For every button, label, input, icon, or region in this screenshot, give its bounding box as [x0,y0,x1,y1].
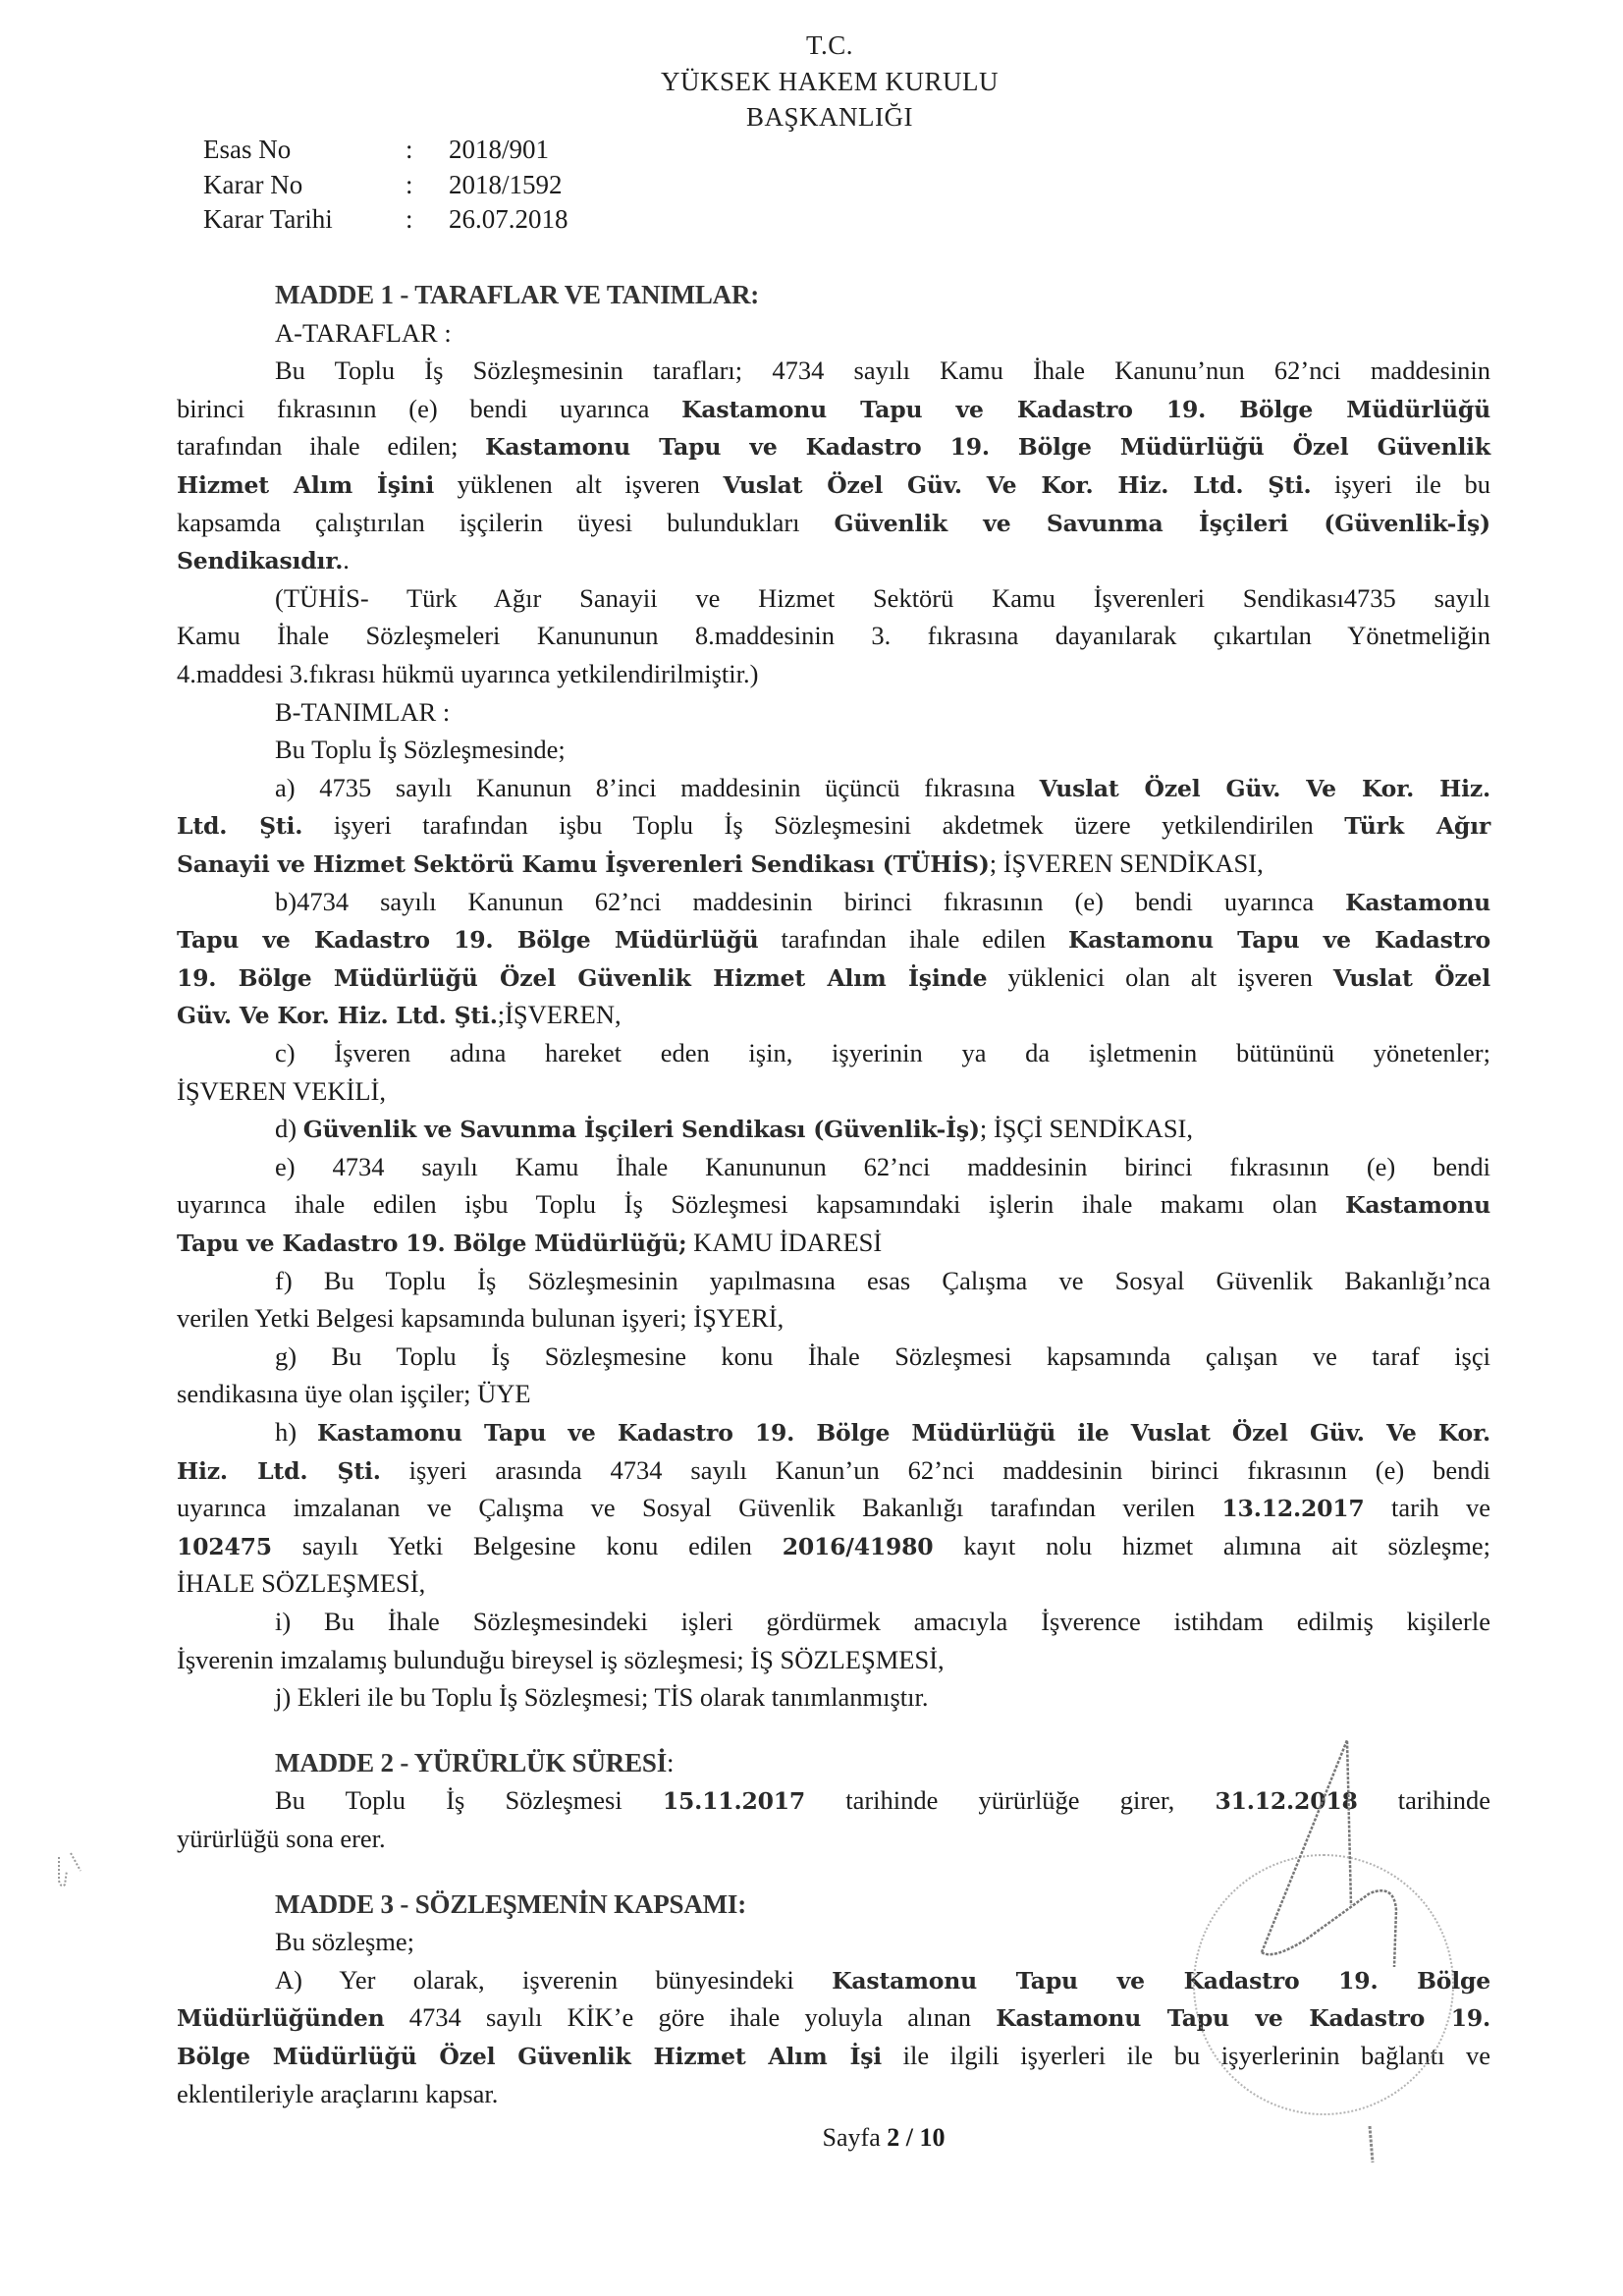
bold-text: Kastamonu [1345,1191,1490,1220]
text-segment: kapsamda çalıştırılan işçilerin üyesi bulundukları [177,507,835,537]
meta-separator: : [406,170,413,199]
text-line [177,541,1490,578]
text-segment: İHALE SÖZLEŞMESİ, [177,1568,426,1599]
text-line [177,693,1490,731]
text-line [177,1262,1490,1299]
text-line [177,314,1490,352]
text-segment: 4.maddesi 3.fıkrası hükmü uyarınca yetkilendirilmiştir.) [177,659,759,688]
text-line [177,1185,1490,1223]
bold-text: Tapu ve Kadastro 19. Bölge Müdürlüğü [177,926,759,955]
text-line [177,1781,1490,1819]
meta-separator: : [406,135,413,164]
bold-text: 31.12.2018 [1215,1787,1358,1816]
bold-text: Güv. Ve Kor. Hiz. Ltd. Şti. [177,1002,498,1030]
text-segment: g) Bu Toplu İş Sözleşmesine konu İhale Sözleşmesi kapsamında çalışan ve taraf işçi [275,1340,1490,1371]
text-line [177,1527,1490,1564]
bold-text: Güvenlik ve Savunma İşçileri (Güvenlik-İş) [834,509,1490,537]
text-line [177,806,1490,844]
text-line [177,504,1490,541]
text-line [177,1413,1490,1450]
meta-value: 2018/901 [449,135,550,164]
text-segment: işyeri arasında 4734 sayılı Kanun’un 62’nci maddesinin birinci fıkrasının (e) bendi [380,1454,1490,1485]
text-segment: Bu Toplu İş Sözleşmesinin tarafları; 4734 sayılı Kamu İhale Kanunu’nun 62’nci maddesinin [275,355,1490,386]
bold-text: Kastamonu Tapu ve Kadastro 19. Bölge Müdürlüğü Özel Güvenlik [485,433,1490,462]
text-line [177,1299,1490,1337]
text-line [177,1034,1490,1071]
text-segment: Bu Toplu İş Sözleşmesi [275,1785,663,1816]
bold-text: Kastamonu Tapu ve Kadastro 19. Bölge Müdürlüğü ile Vuslat Özel Güv. Ve Kor. [316,1419,1490,1447]
text-segment: tarih ve [1364,1493,1490,1523]
bold-text: 19. Bölge Müdürlüğü Özel Güvenlik Hizmet Alım İşinde [177,963,988,992]
text-segment: : [667,1747,675,1777]
text-segment: eklentileriyle araçlarını kapsar. [177,2078,499,2108]
official-stamp [1193,1854,1454,2115]
meta-label: Karar No [203,170,303,199]
bold-text: Bölge Müdürlüğü Özel Güvenlik Hizmet Alım İşi [177,2043,883,2070]
margin-mark-icon [51,1841,90,1900]
text-line [177,352,1490,389]
text-line [177,883,1490,920]
text-segment: uyarınca ihale edilen işbu Toplu İş Sözleşmesi kapsamındaki işlerin ihale makamı olan [177,1189,1346,1220]
text-segment: İşverenin imzalamış bulunduğu bireysel iş sözleşmesi; İŞ SÖZLEŞMESİ, [177,1644,945,1674]
text-line [177,579,1490,617]
bold-text: Güvenlik ve Savunma İşçileri Sendikası (Güvenlik-İş) [302,1116,980,1144]
bold-text: Vuslat Özel Güv. Ve Kor. Hiz. Ltd. Şti. [723,471,1312,499]
text-segment: uyarınca imzalanan ve Çalışma ve Sosyal Güvenlik Bakanlığı tarafından verilen [177,1493,1222,1523]
bold-text: MADDE 1 - TARAFLAR VE TANIMLAR: [275,280,760,309]
meta-value: 26.07.2018 [449,204,568,234]
section-heading [177,1744,1490,1781]
text-segment: i) Bu İhale Sözleşmesindeki işleri gördürmek amacıyla İşverence istihdam edilmiş kişilerle [275,1607,1490,1636]
text-segment: sendikasına üye olan işçiler; ÜYE [177,1379,531,1409]
text-segment: İŞVEREN VEKİLİ, [177,1075,386,1106]
text-line [177,1110,1490,1147]
text-line [177,1072,1490,1110]
meta-separator: : [406,204,413,234]
text-segment: sayılı Yetki Belgesine konu edilen [271,1530,783,1560]
text-line [177,996,1490,1033]
text-line [177,1820,1490,1857]
text-segment: tarafından ihale edilen; [177,431,486,462]
text-line [177,1641,1490,1678]
text-segment: A-TARAFLAR : [275,317,452,348]
text-segment: ; İŞÇİ SENDİKASI, [979,1114,1194,1144]
text-segment: 4734 sayılı KİK’e göre ihale yoluyla alınan [384,2002,997,2033]
bold-text: Kastamonu Tapu ve Kadastro 19. [996,2004,1490,2033]
text-segment: (TÜHİS- Türk Ağır Sanayii ve Hizmet Sektörü Kamu İşverenleri Sendikası4735 sayılı [275,582,1490,613]
text-segment: tarihinde [1357,1785,1490,1816]
meta-label: Esas No [203,135,292,164]
text-segment: tarafından ihale edilen [758,924,1068,955]
text-line [177,1678,1490,1716]
text-segment: yüklenen alt işveren [434,469,724,499]
text-line [177,427,1490,465]
page-number: 2 / 10 [887,2123,946,2152]
text-segment: işyeri tarafından işbu Toplu İş Sözleşmesini akdetmek üzere yetkilendirilen [302,810,1345,841]
text-line [177,1375,1490,1412]
text-segment: yürürlüğü sona erer. [177,1824,386,1853]
text-segment: A) Yer olarak, işverenin bünyesindeki [275,1964,833,1995]
bold-text: Hiz. Ltd. Şti. [177,1456,381,1485]
text-segment: birinci fıkrasının (e) bendi uyarınca [177,393,682,423]
text-line [177,655,1490,692]
text-segment: a) 4735 sayılı Kanunun 8’inci maddesinin üçüncü fıkrasına [275,772,1040,802]
page-label: Sayfa [822,2123,888,2152]
page-footer [785,2119,982,2157]
text-segment: b)4734 sayılı Kanunun 62’nci maddesinin birinci fıkrasının (e) bendi uyarınca [275,886,1346,916]
text-segment: f) Bu Toplu İş Sözleşmesinin yapılmasına esas Çalışma ve Sosyal Güvenlik Bakanlığı’nca [275,1265,1490,1295]
bold-text: MADDE 3 - SÖZLEŞMENİN KAPSAMI: [275,1888,747,1919]
header-tc: T.C. [806,30,853,60]
text-segment: ; İŞVEREN SENDİKASI, [989,848,1264,878]
text-segment: kayıt nolu hizmet alımına ait sözleşme; [933,1530,1490,1560]
text-line [177,1224,1490,1261]
bold-text: Müdürlüğünden [177,2004,385,2033]
bold-text: 2016/41980 [782,1532,934,1560]
text-segment: d) [275,1114,303,1144]
bold-text: MADDE 2 - YÜRÜRLÜK SÜRESİ [275,1747,668,1777]
bold-text: Vuslat Özel Güv. Ve Kor. Hiz. [1039,774,1491,802]
text-line [177,1489,1490,1526]
bold-text: Sanayii ve Hizmet Sektörü Kamu İşverenleri Sendikası (TÜHİS) [177,850,990,878]
text-segment: h) [275,1417,317,1447]
bold-text: 102475 [177,1532,272,1560]
text-segment: Bu Toplu İş Sözleşmesinde; [275,735,566,765]
text-segment: e) 4734 sayılı Kamu İhale Kanununun 62’nci maddesinin birinci fıkrasının (e) bendi [275,1151,1490,1181]
bold-text: Hizmet Alım İşini [177,471,435,499]
meta-value: 2018/1592 [449,170,563,199]
text-segment: verilen Yetki Belgesi kapsamında bulunan işyeri; İŞYERİ, [177,1303,784,1334]
text-line [177,845,1490,882]
text-segment: ;İŞVEREN, [497,1000,622,1030]
text-line [177,617,1490,654]
bold-text: Kastamonu Tapu ve Kadastro 19. Bölge [832,1966,1490,1995]
text-line [177,1148,1490,1185]
bold-text: 15.11.2017 [662,1787,806,1816]
text-line [177,1603,1490,1640]
text-segment: j) Ekleri ile bu Toplu İş Sözleşmesi; TİS olarak tanımlanmıştır. [275,1682,929,1713]
text-line [177,920,1490,957]
text-segment: . [343,545,350,575]
bold-text: 13.12.2017 [1221,1495,1365,1523]
bold-text: Kastamonu Tapu ve Kadastro 19. Bölge Müdürlüğü [681,395,1490,423]
text-line [177,958,1490,996]
bold-text: Vuslat Özel [1332,963,1491,992]
text-segment: işyeri ile bu [1311,469,1490,499]
bold-text: Sendikasıdır. [177,547,344,575]
text-segment: ile ilgili işyerleri ile bu işyerlerinin bağlantı ve [882,2041,1490,2070]
text-line [177,731,1490,768]
text-line [177,1564,1490,1602]
bold-text: Kastamonu [1345,888,1490,916]
text-segment: Bu sözleşme; [275,1927,415,1957]
text-line [177,769,1490,806]
text-segment: KAMU İDARESİ [686,1228,883,1257]
text-segment: tarihinde yürürlüğe girer, [805,1785,1216,1816]
text-line [177,1338,1490,1375]
text-line [177,465,1490,503]
meta-label: Karar Tarihi [203,204,333,234]
text-line [177,1451,1490,1489]
header-presidency: BAŞKANLIĞI [746,102,913,132]
bold-text: Kastamonu Tapu ve Kadastro [1068,926,1490,955]
text-segment: B-TANIMLAR : [275,696,451,727]
bold-text: Tapu ve Kadastro 19. Bölge Müdürlüğü; [177,1230,687,1257]
text-segment: c) İşveren adına hareket eden işin, işyerinin ya da işletmenin bütününü yönetenler; [275,1038,1490,1067]
bold-text: Ltd. Şti. [177,812,303,841]
text-segment: Kamu İhale Sözleşmeleri Kanununun 8.maddesinin 3. fıkrasına dayanılarak çıkartılan Yönetmeliğin [177,621,1490,651]
header-institution-name: YÜKSEK HAKEM KURULU [661,67,999,96]
section-heading [177,276,1490,313]
text-line [177,390,1490,427]
bold-text: Türk Ağır [1344,812,1491,841]
text-segment: yüklenici olan alt işveren [987,961,1333,992]
